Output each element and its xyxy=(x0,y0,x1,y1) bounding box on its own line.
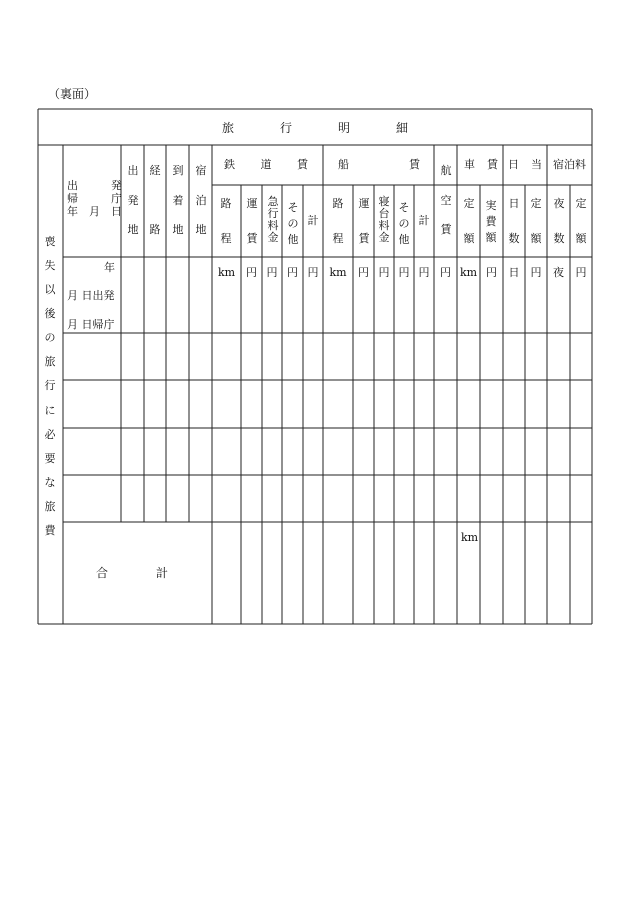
first-row-year: 年 xyxy=(104,261,115,274)
rail-other-header: そ の 他 xyxy=(287,201,299,246)
daily-fixed-header: 定 額 xyxy=(530,197,542,245)
unit-lodging-fixed: 円 xyxy=(575,266,587,279)
date-header-line2: 帰 庁 xyxy=(67,192,122,205)
ship-total-header: 計 xyxy=(418,214,430,227)
unit-ship-distance: km xyxy=(329,266,347,279)
title-char: 行 xyxy=(279,121,292,135)
left-column-header: 喪 失 以 後 の 旅 行 に 必 要 な 旅 費 xyxy=(44,235,56,537)
lodging-nights-header: 夜 数 xyxy=(553,197,565,245)
ship-other-header: そ の 他 xyxy=(398,201,410,246)
car-actual-header: 実 費 額 xyxy=(485,199,497,244)
header-car-fare: 車 賃 xyxy=(464,158,498,171)
title-char: 細 xyxy=(395,121,408,135)
unit-daily-fixed: 円 xyxy=(530,266,542,279)
unit-ship-sleeper: 円 xyxy=(378,266,390,279)
unit-rail-other: 円 xyxy=(287,266,298,279)
ship-fare-header: 運 賃 xyxy=(358,197,370,245)
date-header-line1: 出 発 xyxy=(67,179,122,192)
header-daily-allowance: 日 当 xyxy=(508,158,542,171)
unit-daily-days: 日 xyxy=(508,266,520,279)
rail-total-header: 計 xyxy=(307,214,319,227)
ship-sleeper-header: 寝 台 料 金 xyxy=(378,195,390,244)
unit-rail-distance: km xyxy=(217,266,236,279)
first-row-depart: 月 日出発 xyxy=(67,289,115,302)
title-char: 明 xyxy=(337,121,350,135)
rail-distance-header: 路 程 xyxy=(220,197,232,245)
rail-express-header: 急 行 料 金 xyxy=(267,195,279,244)
header-railway-fare: 鉄 道 賃 xyxy=(224,158,308,171)
unit-lodging-nights: 夜 xyxy=(553,266,564,279)
date-header xyxy=(67,179,122,218)
unit-ship-total: 円 xyxy=(418,266,430,279)
car-fixed-header: 定 額 xyxy=(463,197,475,245)
unit-ship-other: 円 xyxy=(398,266,410,279)
total-car-unit: km xyxy=(461,531,479,544)
header-arrival-place: 到 着 地 xyxy=(172,164,184,236)
header-lodging-place: 宿 泊 地 xyxy=(195,164,207,236)
unit-rail-express: 円 xyxy=(266,266,278,279)
header-lodging-fee: 宿泊料 xyxy=(553,158,586,171)
unit-car-fixed: km xyxy=(459,266,478,279)
total-label: 合 計 xyxy=(96,566,169,580)
date-header-line3: 年 月 日 xyxy=(67,205,122,218)
back-side-caption: （裏面） xyxy=(48,87,97,101)
unit-ship-fare: 円 xyxy=(358,266,369,279)
unit-car-actual: 円 xyxy=(486,266,497,279)
lodging-fixed-header: 定 額 xyxy=(575,197,587,245)
unit-air-fare: 円 xyxy=(440,266,451,279)
table-title xyxy=(222,122,408,134)
header-air-fare: 航 空 賃 xyxy=(440,164,452,236)
header-route: 経 路 xyxy=(149,164,161,236)
title-char: 旅 xyxy=(222,121,235,135)
rail-fare-header: 運 賃 xyxy=(246,197,258,245)
header-ship-fare: 船 賃 xyxy=(338,158,420,171)
unit-rail-fare: 円 xyxy=(246,266,257,279)
daily-days-header: 日 数 xyxy=(508,197,520,245)
first-row-return: 月 日帰庁 xyxy=(67,318,115,331)
ship-distance-header: 路 程 xyxy=(332,197,344,245)
header-departure-place: 出 発 地 xyxy=(127,164,139,236)
unit-rail-total: 円 xyxy=(307,266,319,279)
